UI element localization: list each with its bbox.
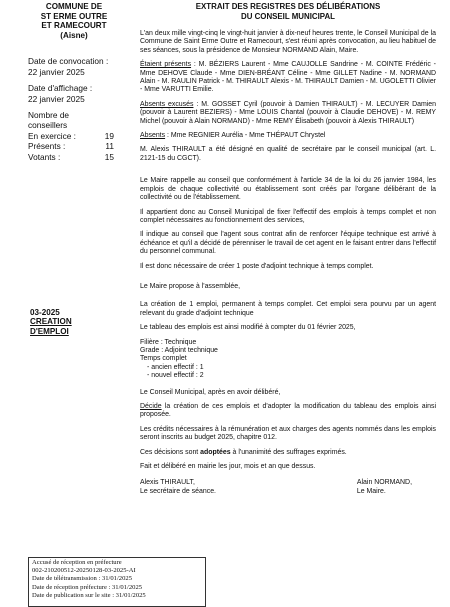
propose-paragraph: Le Maire propose à l'assemblée, [140,282,241,290]
credits-paragraph: Les crédits nécessaires à la rémunération et aux charges des agents nommés dans les emplois seront inscrits au budget 2025, chapitre 012. [140,425,436,442]
deliberation-number: 03-2025 [30,308,60,317]
tableau-paragraph: Le tableau des emplois est ainsi modifié à compter du 01 février 2025, [140,324,356,332]
emplois-table: Filière : Technique Grade : Adjoint technique Temps complet - ancien effectif : 1 - nouvel effectif : 2 [140,338,218,380]
indique-paragraph: Il indique au conseil que l'agent sous contrat afin de renforcer l'équipe technique est arrivé à échéance et qu'il a décidé de pérenniser le travail de cet agent en le faisant entrer dans l'effectif du personnel communal. [140,231,436,256]
affichage-label: Date d'affichage : [28,83,93,94]
excuses-paragraph: Absents excusés : M. GOSSET Cyril (pouvoir à Damien THIRAULT) - M. LECUYER Damien (pouvoir à Laurent BEZIERS) - Mme LOUIS Chantal (pouvoir à Claudie DEHOVE) - M. REMY Michel (pouvoir à Alain NORMAND) - Mme REMY Élisabeth (pouvoir à Alexis THIRAULT) [140,100,436,125]
decide-paragraph: Décide la création de ces emplois et d'adopter la modification du tableau des emplois ainsi proposée. [140,403,436,419]
decisions-paragraph: Ces décisions sont adoptées à l'unanimité des suffrages exprimés. [140,448,347,456]
signatures [140,479,436,496]
absents-paragraph: Absents : Mme REGNIER Aurélia - Mme THÉPAUT Chrystel [140,132,326,140]
meeting-meta: Date de convocation : 22 janvier 2025 Date d'affichage : 22 janvier 2025 Nombre de conseillers En exercice : 19 Présents : 11 Votants : 15 [28,56,120,162]
deliberation-body [140,2,436,497]
rappel-paragraph: Le Maire rappelle au conseil que conformément à l'article 34 de la loi du 26 janvier 1984, les emplois de chaque collectivité ou établissement sont créés par l'organe délibérant de la collectivité ou de l'établissement. [140,177,436,202]
convocation-label: Date de convocation : [28,56,109,67]
affichage-date: 22 janvier 2025 [28,93,85,104]
fait-paragraph: Fait et délibéré en mairie les jour, mois et an que dessus. [140,463,316,471]
councillor-counts: En exercice : 19 Présents : 11 Votants : 15 [28,130,114,162]
secretary-signature: Alexis THIRAULT, Le secrétaire de séance. [140,479,216,496]
delibere-paragraph: Le Conseil Municipal, après en avoir délibéré, [140,388,281,396]
mayor-signature: Alain NORMAND, Le Maire. [356,479,412,496]
secretaire-paragraph: M. Alexis THIRAULT a été désigné en qualité de secrétaire par le conseil municipal (art. L. 2121-15 du CGCT). [140,146,436,162]
necessaire-paragraph: Il est donc nécessaire de créer 1 poste d'adjoint technique à temps complet. [140,262,374,270]
convocation-date: 22 janvier 2025 [28,66,85,77]
presents-paragraph: Étaient présents : M. BÉZIERS Laurent - Mme CAUJOLLE Sandrine - M. COINTE Frédéric - Mme DEHOVE Claude - Mme DIEN-BRÉANT Céline - Mme GILLET Nadine - M. NORMAND Alain - M. RAULIN Patrick - M. THIRAULT Alexis - M. THIRAULT Damien - M. UGOLETTI Olivier - Mme VARUTTI Emilie. [140,61,436,94]
left-column [28,2,120,162]
commune-name: COMMUNE DE ST ERME OUTRE ET RAMECOURT (Aisne) [40,2,108,40]
intro-paragraph: L'an deux mille vingt-cinq le vingt-huit janvier à dix-neuf heures trente, le Conseil Municipal de la Commune de Saint Erme Outre et Ramecourt, s'est réuni après convocation, au lieu habituel de ses séances, sous la présidence de Monsieur NORMAND Alain, Maire. [140,30,436,54]
deliberation-subject: 03-2025 CREATION D'EMPLOI [30,308,110,336]
fixer-paragraph: Il appartient donc au Conseil Municipal de fixer l'effectif des emplois à temps complet et non complet nécessaires au fonctionnement des services, [140,208,436,224]
creation-paragraph: La création de 1 emploi, permanent à temps complet. Cet emploi sera pourvu par un agent relevant du grade d'adjoint technique [140,301,436,317]
prefecture-receipt-stamp: Accusé de réception en préfecture 002-210200512-20250128-03-2025-AI Date de télétransmission : 31/01/2025 Date de réception préfecture : 31/01/2025 Date de publication sur le site : 31/01/2025 [28,557,206,607]
document-title: EXTRAIT DES REGISTRES DES DÉLIBÉRATIONS DU CONSEIL MUNICIPAL [195,2,381,21]
